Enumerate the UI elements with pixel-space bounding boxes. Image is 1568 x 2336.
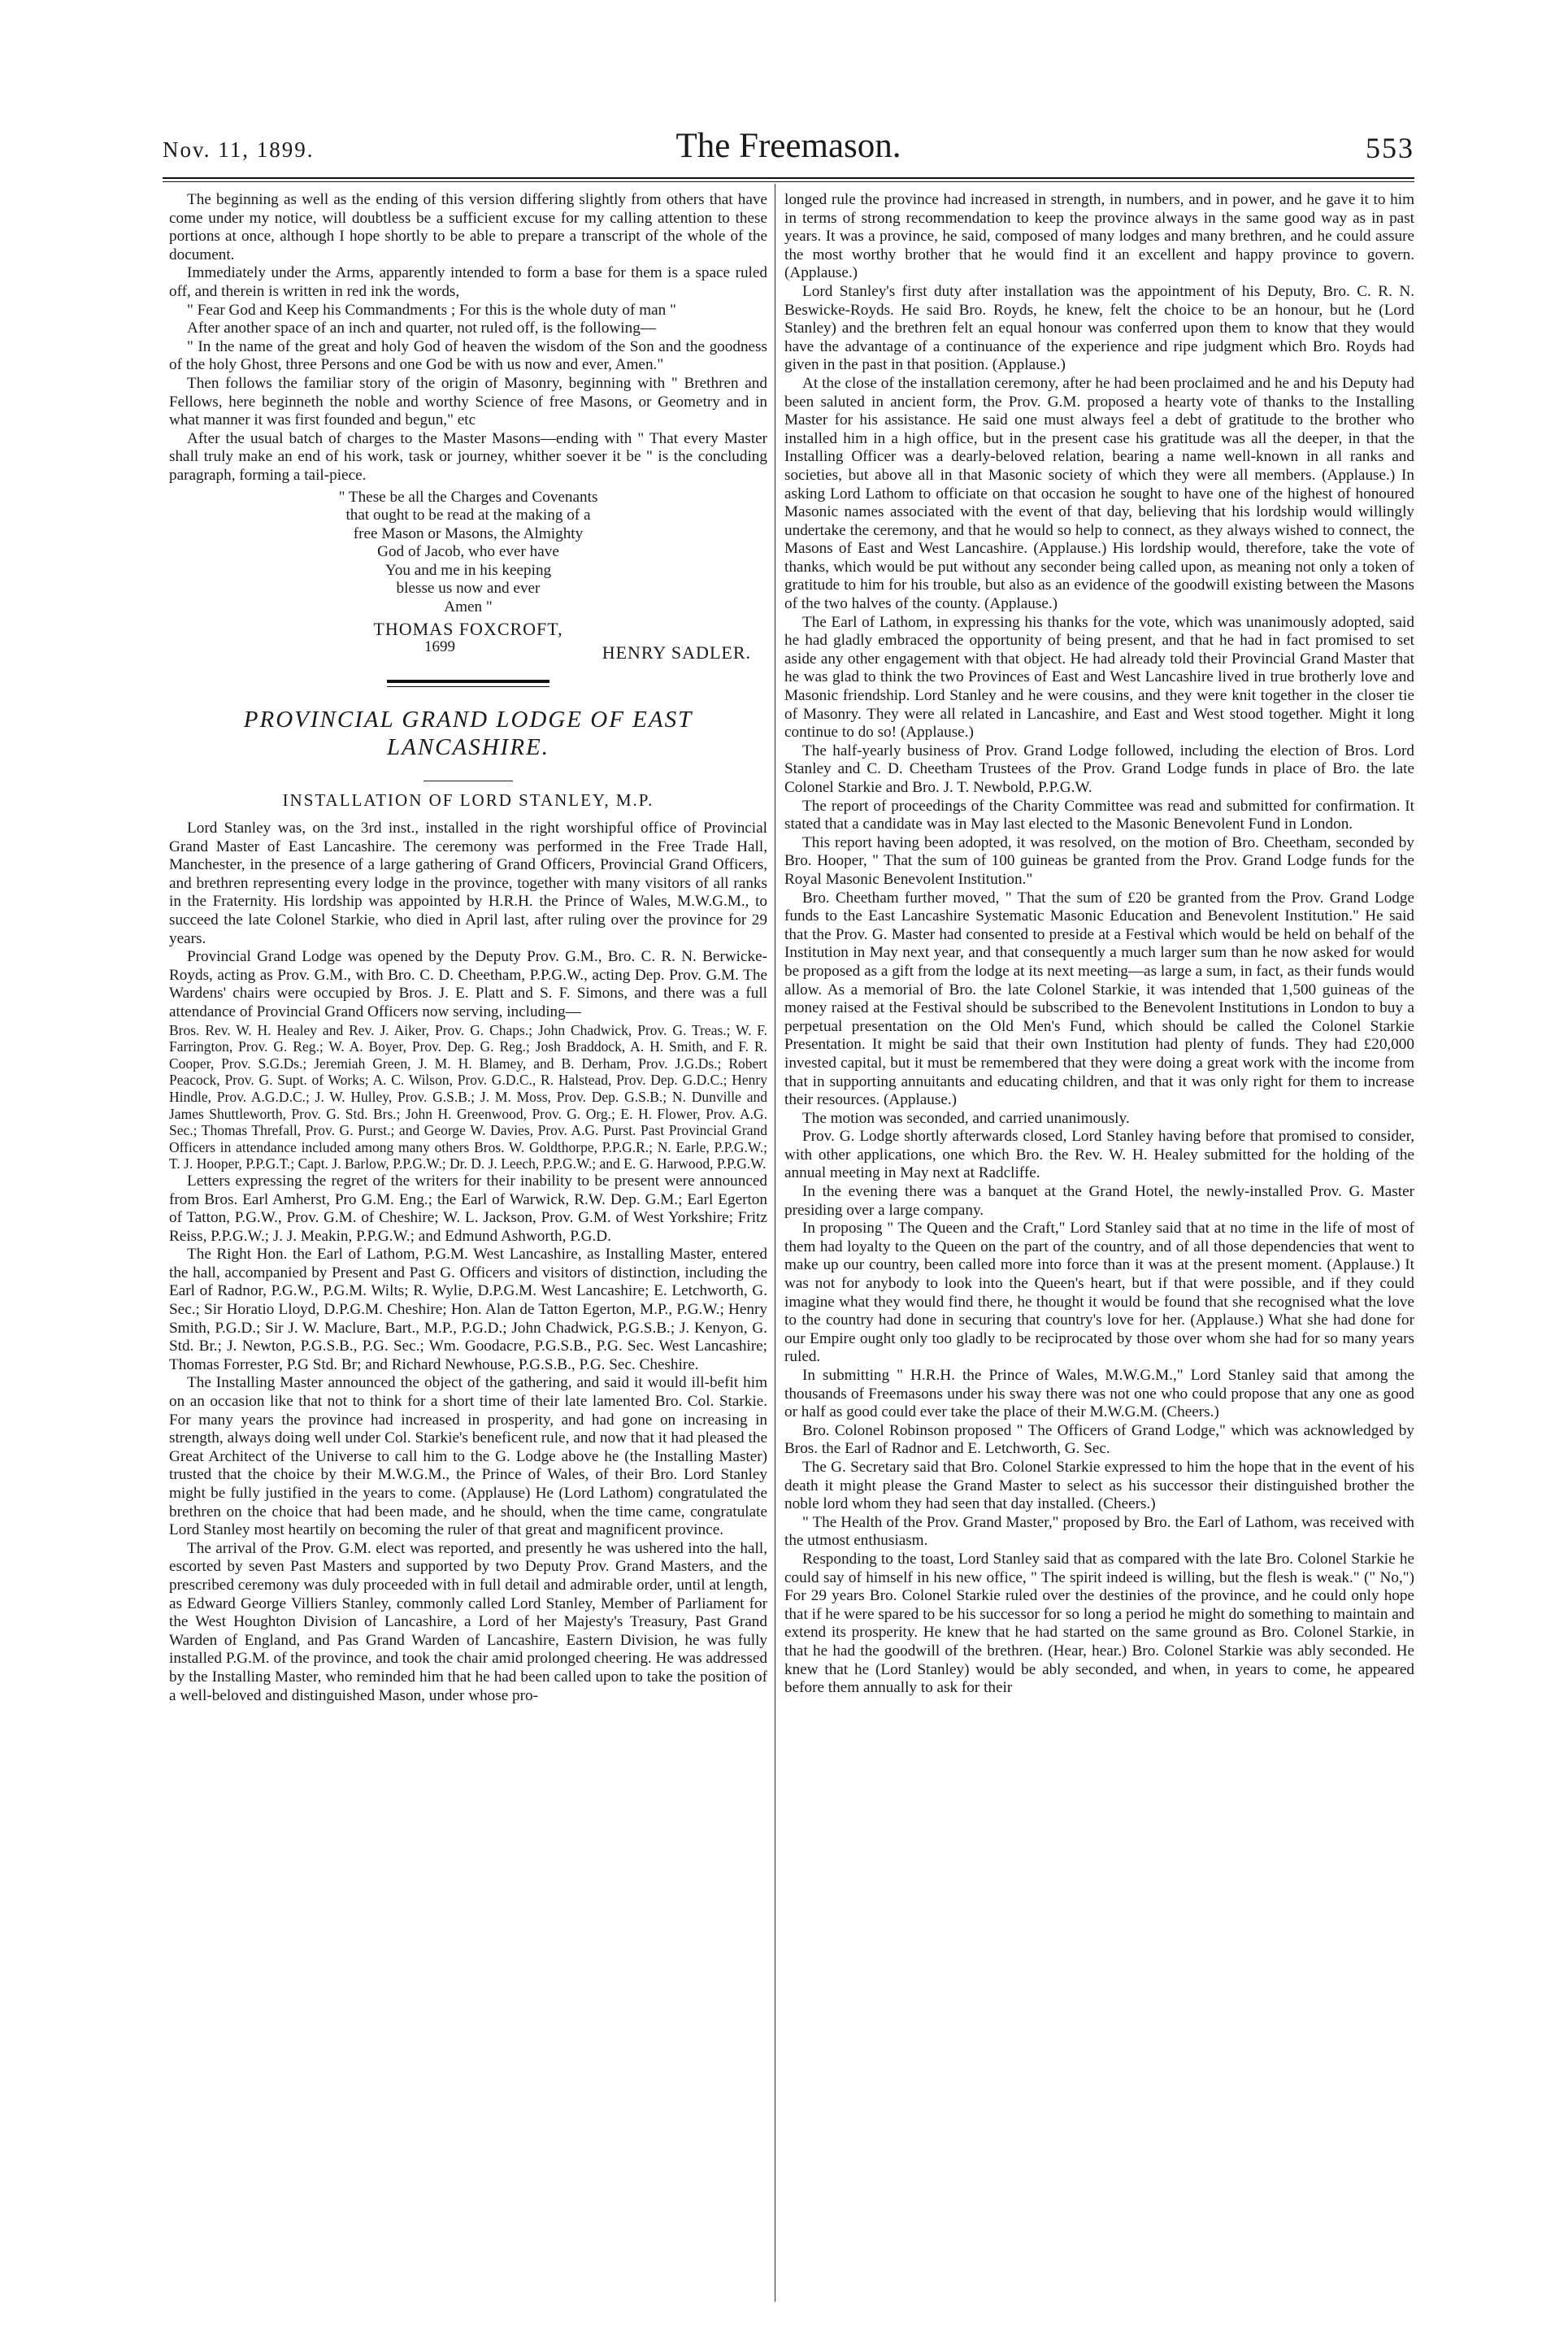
paragraph: The arrival of the Prov. G.M. elect was reported, and presently he was ushered into the hall, escorted by seven Past Masters and supported by two Deputy Prov. Grand Masters, and the prescribed ceremony was duly proceeded with in full detail and admirable order, until at length, as Edward George Villiers Stanley, commonly called Lord Stanley, Member of Parliament for the West Houghton Division of Lancashire, a Lord of her Majesty's Treasury, Past Grand Warden of England, and Pas Grand Warden of Lancashire, Eastern Division, he was fully installed P.G.M. of the province, and took the chair amid prolonged cheering. He was addressed by the Installing Master, who reminded him that he had been called upon to take the position of a well-beloved and distinguished Mason, under whose pro- (169, 1539, 767, 1704)
article-author: HENRY SADLER. (602, 642, 751, 663)
section-separator (387, 680, 549, 683)
paragraph: In proposing " The Queen and the Craft," Lord Stanley said that at no time in the life of most of them had loyalty to the Queen on the part of the country, and of all those dependencies that went to make up our country, been called more into force than it was at the present moment. (Applause.) It was not for anybody to look into the Queen's heart, but if that were possible, and if they could imagine what they would find there, he thought it would be found that she recognised what the love to the country had done in securing that country's love for her. (Applause.) What she had done for our Empire ought only too gladly to be reciprocated by those over whom she had for so many years ruled. (784, 1220, 1414, 1366)
paragraph: Prov. G. Lodge shortly afterwards closed, Lord Stanley having before that promised to consider, with other applications, one which Bro. the Rev. W. H. Healey submitted for the holding of the annual meeting in May next at Radcliffe. (784, 1128, 1414, 1182)
paragraph: Lord Stanley's first duty after installation was the appointment of his Deputy, Bro. C. R. N. Beswicke-Royds. He said Bro. Royds, he knew, felt the choice to be an honour, but he (Lord Stanley) and the brethren felt an equal honour was conferred upon them to know that they would have the advantage of a continuance of the experience and ripe judgment which Bro. Royds had given in the past in that position. (Applause.) (784, 282, 1414, 374)
issue-date: Nov. 11, 1899. (163, 137, 315, 162)
paragraph: Lord Stanley was, on the 3rd inst., installed in the right worshipful office of Provincial Grand Master of East Lancashire. The ceremony was performed in the Free Trade Hall, Manchester, in the presence of a large gathering of Grand Officers, Provincial Grand Officers, and brethren representing every lodge in the province, together with many visitors of all ranks in the Fraternity. His lordship was appointed by H.R.H. the Prince of Wales, M.W.G.M., to succeed the late Colonel Starkie, who died in April last, after ruling over the province for 29 years. (169, 820, 767, 947)
paragraph: After another space of an inch and quarter, not ruled off, is the following— (187, 320, 656, 337)
paragraph: The half-yearly business of Prov. Grand Lodge followed, including the election of Bros. Lord Stanley and C. D. Cheetham Trustees of the Prov. Grand Lodge funds in place of Bro. the late Colonel Starkie and Bro. J. T. Newbold, P.P.G.W. (784, 742, 1414, 796)
paragraph: The Right Hon. the Earl of Lathom, P.G.M. West Lancashire, as Installing Master, entered the hall, accompanied by Present and Past G. Officers and visitors of distinction, including the Earl of Radnor, P.G.W., P.G.M. Wilts; R. Wylie, D.P.G.M. West Lancashire; E. Letchworth, G. Sec.; Sir Horatio Lloyd, D.P.G.M. Cheshire; Hon. Alan de Tatton Egerton, M.P., P.G.W.; Henry Smith, P.G.D.; Sir J. W. Maclure, Bart., M.P., P.G.D.; John Chadwick, P.G.S.B.; J. Kenyon, G. Std. Br.; J. Newton, P.G.S.B., P.G. Sec.; Wm. Goodacre, P.G.S.B., P.G. Sec. West Lancashire; Thomas Forrester, P.G Std. Br; and Richard Newhouse, P.G.S.B., P.G. Sec. Cheshire. (169, 1246, 767, 1373)
paragraph: The beginning as well as the ending of this version differing slightly from others that have come under my notice, will doubtless be a sufficient excuse for my calling attention to these portions at once, although I hope shortly to be able to prepare a transcript of the whole of the document. (169, 191, 767, 263)
masthead-title: The Freemason. (675, 127, 901, 165)
verse-line: blesse us now and ever (396, 580, 541, 598)
paragraph: The report of proceedings of the Charity Committee was read and submitted for confirmation. It stated that a candidate was in May last elected to the Masonic Benevolent Fund in London. (784, 797, 1414, 833)
paragraph: Letters expressing the regret of the writers for their inability to be present were announced from Bros. Earl Amherst, Pro G.M. Eng.; the Earl of Warwick, R.W. Dep. G.M.; Earl Egerton of Tatton, P.G.W., Prov. G.M. of Cheshire; W. L. Jackson, Prov. G.M. of West Yorkshire; Fritz Reiss, P.P.G.W.; J. J. Meakin, P.P.G.W.; and Edmund Ashworth, P.G.D. (169, 1172, 767, 1245)
paragraph: Bro. Cheetham further moved, " That the sum of £20 be granted from the Prov. Grand Lodge funds to the East Lancashire Systematic Masonic Education and Benevolent Institution." He said that the Prov. G. Master had consented to preside at a Festival which would be held on behalf of the Institution in May next year, and that consequently a much larger sum than he now asked for would be proposed as a gift from the lodge at its next meeting—as large a sum, in fact, as their funds would allow. As a memorial of Bro. the late Colonel Starkie, it was intended that 1,500 guineas of the money raised at the Festival should be subscribed to the Benevolent Institutions in London to buy a perpetual presentation on the Old Men's Fund, which should be called the Colonel Starkie Presentation. It might be said that their own Institution had plenty of funds. They had £20,000 invested capital, but it must be remembered that they were doing a great work with the income from that in supporting annuitants and educating children, and that it was only right for them to increase their resources. (Applause.) (784, 889, 1414, 1109)
paragraph: The motion was seconded, and carried unanimously. (802, 1109, 1130, 1127)
paragraph: The G. Secretary said that Bro. Colonel Starkie expressed to him the hope that in the event of his death it might please the Grand Master to select as his successor their distinguished brother the noble lord whom they had seen that day installed. (Cheers.) (784, 1458, 1414, 1513)
section-title: PROVINCIAL GRAND LODGE OF EAST LANCASHIRE. (243, 707, 693, 761)
verse-line: that ought to be read at the making of a (345, 507, 591, 524)
paragraph: Then follows the familiar story of the origin of Masonry, beginning with " Brethren and Fellows, here beginneth the noble and worthy Science of free Masons, or Geometry and in what manner it was first founded and begun," etc (169, 374, 767, 429)
verse-line: God of Jacob, who ever have (377, 543, 559, 561)
tail-piece-verse (169, 489, 767, 617)
paragraph: Responding to the toast, Lord Stanley said that as compared with the late Bro. Colonel Starkie he could say of himself in his new office, " The spirit indeed is willing, but the flesh is weak." (" No,") For 29 years Bro. Colonel Starkie ruled over the destinies of the province, and he could only hope that if he were spared to be his successor for so long a period he might do something to maintain and extend its prosperity. He knew that he had started on the same ground as Bro. Colonel Starkie, in that he had the goodwill of the brethren. (Hear, hear.) Bro. Colonel Starkie was ably seconded. He knew that he (Lord Stanley) would be ably seconded, and when, in years to come, he appeared before them annually to ask for their (784, 1550, 1414, 1697)
paragraph: After the usual batch of charges to the Master Masons—ending with " That every Master shall truly make an end of his work, task or journey, whither soever it be " is the concluding paragraph, forming a tail-piece. (169, 429, 767, 484)
quotation: " Fear God and Keep his Commandments ; For this is the whole duty of man " (187, 301, 676, 319)
paragraph: The Earl of Lathom, in expressing his thanks for the vote, which was unanimously adopted, said he had gladly embraced the opportunity of being present, and that he had in fact promised to set aside any other engagement with that object. He had already told their Provincial Grand Master that he was glad to think the two Provinces of East and West Lancashire lived in true brotherly love and Masonic friendship. Lord Stanley and he were cousins, and they were knit together in the closer tie of Masonry. They were all related in Lancashire, and East and West stood together. Might it long continue to do so! (Applause.) (784, 613, 1414, 742)
right-column (784, 191, 1414, 1698)
paragraph: In the evening there was a banquet at the Grand Hotel, the newly-installed Prov. G. Master presiding over a large company. (784, 1183, 1414, 1219)
left-column (169, 191, 767, 1705)
header-rule (163, 177, 1414, 182)
paragraph: Bro. Colonel Robinson proposed " The Officers of Grand Lodge," which was acknowledged by Bros. the Earl of Radnor and E. Letchworth, G. Sec. (784, 1421, 1414, 1458)
page-header (163, 126, 1414, 175)
paragraph: " The Health of the Prov. Grand Master," proposed by Bro. the Earl of Lathom, was received with the utmost enthusiasm. (784, 1513, 1414, 1550)
verse-line: free Mason or Masons, the Almighty (353, 524, 584, 542)
article-subtitle: INSTALLATION OF LORD STANLEY, M.P. (282, 790, 654, 811)
signature-year: 1699 (424, 638, 455, 656)
verse-line: You and me in his keeping (384, 561, 552, 579)
quotation: " In the name of the great and holy God of heaven the wisdom of the Son and the goodness of the holy Ghost, three Persons and one God be with us now and ever, Amen." (169, 337, 767, 374)
paragraph: Immediately under the Arms, apparently intended to form a base for them is a space ruled off, and therein is written in red ink the words, (169, 264, 767, 300)
page-number: 553 (1366, 132, 1414, 164)
paragraph: longed rule the province had increased in strength, in numbers, and in power, and he gave it to him in terms of strong recommendation to keep the province always in the same good way as in past years. It was a province, he said, composed of many lodges and many brethren, and he could assure the most worthy brother that he would find it an excellent and happy province to govern. (Applause.) (784, 191, 1414, 282)
paragraph: In submitting " H.R.H. the Prince of Wales, M.W.G.M.," Lord Stanley said that among the thousands of Freemasons under his sway there was not one who could propose that any one as good or half as good could ever take the place of their M.W.G.M. (Cheers.) (784, 1367, 1414, 1421)
paragraph: At the close of the installation ceremony, after he had been proclaimed and he and his Deputy had been saluted in ancient form, the Prov. G.M. proposed a hearty vote of thanks to the Installing Master for his assistance. He said one must always feel a debt of gratitude to the brother who installed him in a high office, but in the present case his gratitude was all the deeper, in that the Installing Officer was a dearly-beloved relation, bearing a name well-known in all ranks and societies, but above all in that Masonic society of which they were all members. (Applause.) In asking Lord Lathom to officiate on that occasion he sought to have one of the highest of honoured Masonic names associated with the event of that day, believing that his lordship would willingly undertake the ceremony, and that he would so help to connect, as they always wished to connect, the Masons of East and West Lancashire. (Applause.) His lordship would, therefore, take the vote of thanks, which would be put without any seconder being called upon, as meaning not only a token of gratitude to him for his trouble, but also as an evidence of the goodwill existing between the Masons of the two halves of the county. (Applause.) (784, 374, 1414, 613)
officers-list: Bros. Rev. W. H. Healey and Rev. J. Aiker, Prov. G. Chaps.; John Chadwick, Prov. G. Treas.; W. F. Farrington, Prov. G. Reg.; W. A. Boyer, Prov. Dep. G. Reg.; Josh Braddock, A. H. Smith, and F. R. Cooper, Prov. S.G.Ds.; Jeremiah Green, J. M. H. Blamey, and B. Derham, Prov. J.G.Ds.; Robert Peacock, Prov. G. Supt. of Works; A. C. Wilson, Prov. G.D.C., R. Halstead, Prov. Dep. G.D.C.; Henry Hindle, Prov. A.G.D.C.; J. W. Hulley, Prov. G.S.B.; J. M. Moss, Prov. Dep. G.S.B.; N. Dunville and James Shuttleworth, Prov. G. Std. Brs.; John H. Greenwood, Prov. G. Org.; E. H. Flower, Prov. A.G. Sec.; Thomas Threfall, Prov. G. Purst.; and George W. Davies, Prov. A.G. Purst. Past Provincial Grand Officers in attendance included among many others Bros. W. Goldthorpe, P.P.G.R.; N. Earle, P.P.G.W.; T. J. Hooper, P.P.G.T.; Capt. J. Barlow, P.P.G.W.; Dr. D. J. Leech, P.P.G.W.; and E. G. Harwood, P.P.G.W. (169, 1021, 767, 1172)
paragraph: The Installing Master announced the object of the gathering, and said it would ill-befit him on an occasion like that not to think for a short time of their late lamented Bro. Col. Starkie. For many years the province had increased in prosperity, and had gone on increasing in strength, always doing well under Col. Starkie's beneficent rule, and now that it had pleased the Great Architect of the Universe to call him to the G. Lodge above he (the Installing Master) trusted that the choice by their M.W.G.M., the Prince of Wales, of their Bro. Lord Stanley might be fully justified in the years to come. (Applause) He (Lord Lathom) congratulated the brethren on the choice that had been made, and he should, when the time came, congratulate Lord Stanley most heartily on becoming the ruler of that great and magnificent province. (169, 1374, 767, 1539)
verse-line: " These be all the Charges and Covenants (338, 488, 598, 506)
paragraph: Provincial Grand Lodge was opened by the Deputy Prov. G.M., Bro. C. R. N. Berwicke-Royds, acting as Prov. G.M., with Bro. C. D. Cheetham, P.P.G.W., acting Dep. Prov. G.M. The Wardens' chairs were occupied by Bros. J. E. Platt and S. F. Simons, and there was a full attendance of Provincial Grand Officers now serving, including— (169, 948, 767, 1020)
paragraph: This report having been adopted, it was resolved, on the motion of Bro. Cheetham, seconded by Bro. Hooper, " That the sum of 100 guineas be granted from the Prov. Grand Lodge funds for the Royal Masonic Benevolent Institution." (784, 833, 1414, 888)
verse-line: Amen " (444, 598, 493, 616)
signature-name: THOMAS FOXCROFT, (373, 618, 563, 639)
